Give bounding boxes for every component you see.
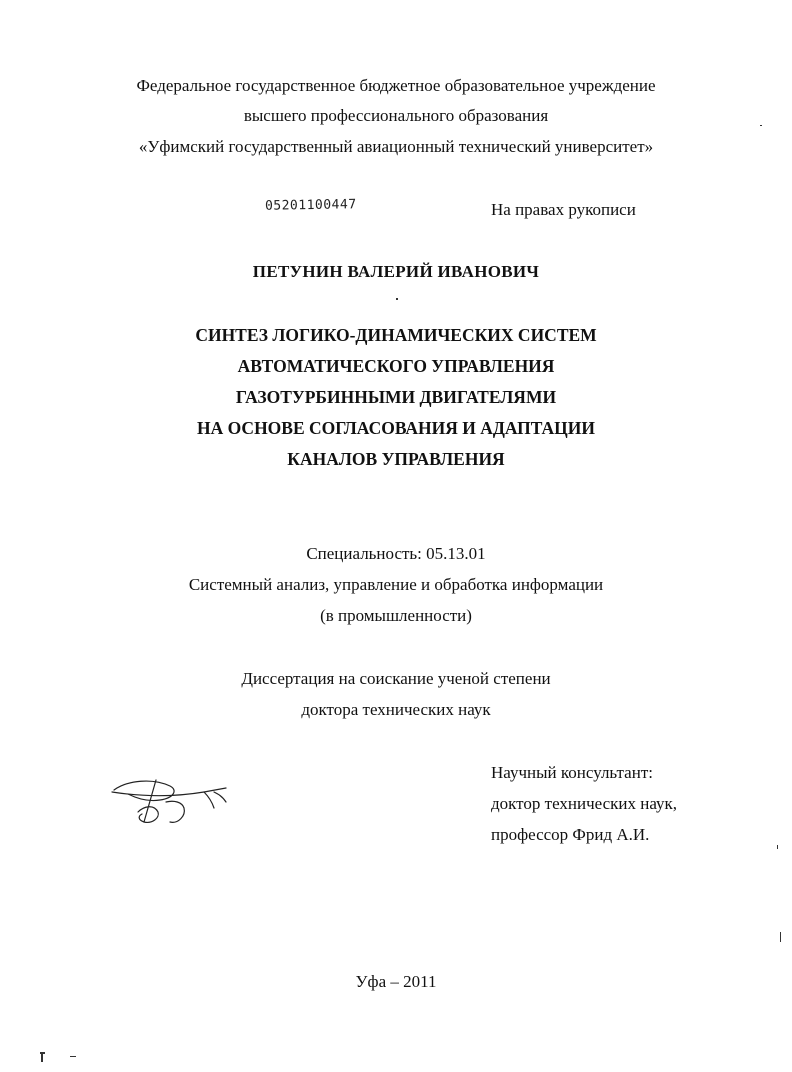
title-line: СИНТЕЗ ЛОГИКО-ДИНАМИЧЕСКИХ СИСТЕМ [195,325,597,345]
specialty-code: Специальность: 05.13.01 [306,544,486,563]
institution-line-1: Федеральное государственное бюджетное образовательное учреждение [136,76,656,95]
title-line: НА ОСНОВЕ СОГЛАСОВАНИЯ И АДАПТАЦИИ [196,418,596,438]
title-line: ГАЗОТУРБИННЫМИ ДВИГАТЕЛЯМИ [235,387,557,407]
city-year: Уфа – 2011 [355,972,437,991]
consultant-name: профессор Фрид А.И. [491,825,650,844]
registration-code: 05201100447 [264,197,357,214]
scan-speck [70,1056,76,1057]
title-line: АВТОМАТИЧЕСКОГО УПРАВЛЕНИЯ [237,356,555,376]
institution-line-3: «Уфимский государственный авиационный технический университет» [138,137,654,156]
scan-speck [760,125,762,126]
author-name: ПЕТУНИН ВАЛЕРИЙ ИВАНОВИЧ [252,262,540,281]
dissertation-title [40,320,752,475]
specialty-name: Системный анализ, управление и обработка информации [188,575,604,594]
manuscript-rights-label: На правах рукописи [491,200,636,219]
specialty-field: (в промышленности) [320,606,472,625]
scan-speck [41,1054,43,1062]
scientific-consultant-block [491,757,677,850]
consultant-label: Научный консультант: [491,763,653,782]
scan-speck [777,845,778,849]
degree-line-1: Диссертация на соискание ученой степени [241,669,551,688]
scan-speck [780,932,781,942]
scan-speck [396,298,398,300]
degree-line-2: доктора технических наук [301,700,491,719]
degree-block [40,663,752,725]
title-line: КАНАЛОВ УПРАВЛЕНИЯ [287,449,505,469]
handwritten-signature [108,772,233,832]
specialty-block [40,538,752,631]
institution-line-2: высшего профессионального образования [243,106,549,125]
consultant-degree: доктор технических наук, [491,794,678,813]
